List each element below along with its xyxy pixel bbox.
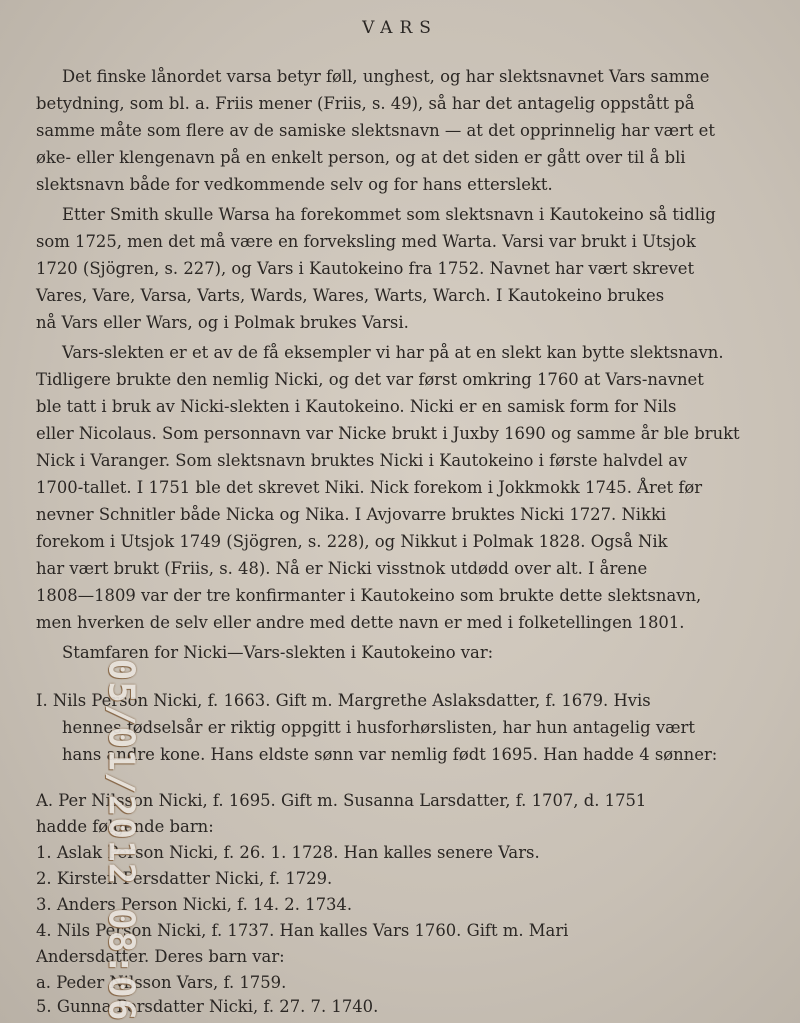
- text-line: 1700-tallet. I 1751 ble det skrevet Niki. Nick forekom i Jokkmokk 1745. Året før: [36, 478, 703, 497]
- text-line: som 1725, men det må være en forveksling med Warta. Varsi var brukt i Utsjok: [36, 232, 696, 251]
- text-line: Tidligere brukte den nemlig Nicki, og det var først omkring 1760 at Vars-navnet: [36, 370, 704, 389]
- stamfar-intro: Stamfaren for Nicki—Vars-slekten i Kautokeino var:: [62, 643, 494, 662]
- text-line: men hverken de selv eller andre med dette navn er med i folketellingen 1801.: [36, 613, 685, 632]
- text-line: ble tatt i bruk av Nicki-slekten i Kautokeino. Nicki er en samisk form for Nils: [36, 397, 677, 416]
- entry-A-line: 4. Nils Person Nicki, f. 1737. Han kalles Vars 1760. Gift m. Mari: [36, 921, 569, 940]
- text-line: nevner Schnitler både Nicka og Nika. I Avjovarre bruktes Nicki 1727. Nikki: [36, 505, 667, 524]
- text-line: betydning, som bl. a. Friis mener (Friis, s. 49), så har det antagelig oppstått på: [36, 94, 695, 113]
- timestamp-watermark: [98, 658, 144, 1022]
- entry-A-line: 1. Aslak Person Nicki, f. 26. 1. 1728. Han kalles senere Vars.: [36, 843, 540, 862]
- text-line: har vært brukt (Friis, s. 48). Nå er Nicki visstnok utdødd over alt. I årene: [36, 559, 648, 578]
- page-title: VARS: [362, 18, 438, 38]
- entry-A-line: A. Per Nilsson Nicki, f. 1695. Gift m. Susanna Larsdatter, f. 1707, d. 1751: [36, 791, 647, 810]
- entry-A-line: hadde følgende barn:: [36, 817, 214, 836]
- text-line: nå Vars eller Wars, og i Polmak brukes Varsi.: [36, 313, 409, 332]
- text-line: samme måte som flere av de samiske slektsnavn — at det opprinnelig har vært et: [36, 121, 715, 140]
- entry-A-line: 2. Kirsten Persdatter Nicki, f. 1729.: [36, 869, 333, 888]
- entry-A-line: 3. Anders Person Nicki, f. 14. 2. 1734.: [36, 895, 353, 914]
- entry-A-line: a. Peder Nilsson Vars, f. 1759.: [36, 973, 287, 992]
- text-line: øke- eller klengenavn på en enkelt person, og at det siden er gått over til å bli: [36, 148, 686, 167]
- text-line: slektsnavn både for vedkommende selv og for hans etterslekt.: [36, 175, 553, 194]
- entry-A-line: Andersdatter. Deres barn var:: [36, 947, 285, 966]
- timestamp-text: 05/01/2012 08:06: [100, 658, 142, 1022]
- text-line: Det finske lånordet varsa betyr føll, unghest, og har slektsnavnet Vars samme: [62, 67, 710, 86]
- text-line: Vares, Vare, Varsa, Varts, Wards, Wares, Warts, Warch. I Kautokeino brukes: [36, 286, 665, 305]
- entry-I-line: I. Nils Person Nicki, f. 1663. Gift m. Margrethe Aslaksdatter, f. 1679. Hvis: [36, 691, 651, 710]
- text-line: eller Nicolaus. Som personnavn var Nicke brukt i Juxby 1690 og samme år ble brukt: [36, 424, 740, 443]
- entry-I-line: hennes fødselsår er riktig oppgitt i husforhørslisten, har hun antagelig vært: [62, 718, 695, 737]
- text-line: 1808—1809 var der tre konfirmanter i Kautokeino som brukte dette slektsnavn,: [36, 586, 702, 605]
- text-line: forekom i Utsjok 1749 (Sjögren, s. 228), og Nikkut i Polmak 1828. Også Nik: [36, 532, 668, 551]
- text-line: 1720 (Sjögren, s. 227), og Vars i Kautokeino fra 1752. Navnet har vært skrevet: [36, 259, 695, 278]
- text-line: Nick i Varanger. Som slektsnavn bruktes Nicki i Kautokeino i første halvdel av: [36, 451, 688, 470]
- entry-A-line: 5. Gunna Persdatter Nicki, f. 27. 7. 1740.: [36, 997, 379, 1016]
- text-line: Vars-slekten er et av de få eksempler vi har på at en slekt kan bytte slektsnavn.: [62, 343, 724, 362]
- text-line: Etter Smith skulle Warsa ha forekommet som slektsnavn i Kautokeino så tidlig: [62, 205, 716, 224]
- entry-I-line: hans andre kone. Hans eldste sønn var nemlig født 1695. Han hadde 4 sønner:: [62, 745, 718, 764]
